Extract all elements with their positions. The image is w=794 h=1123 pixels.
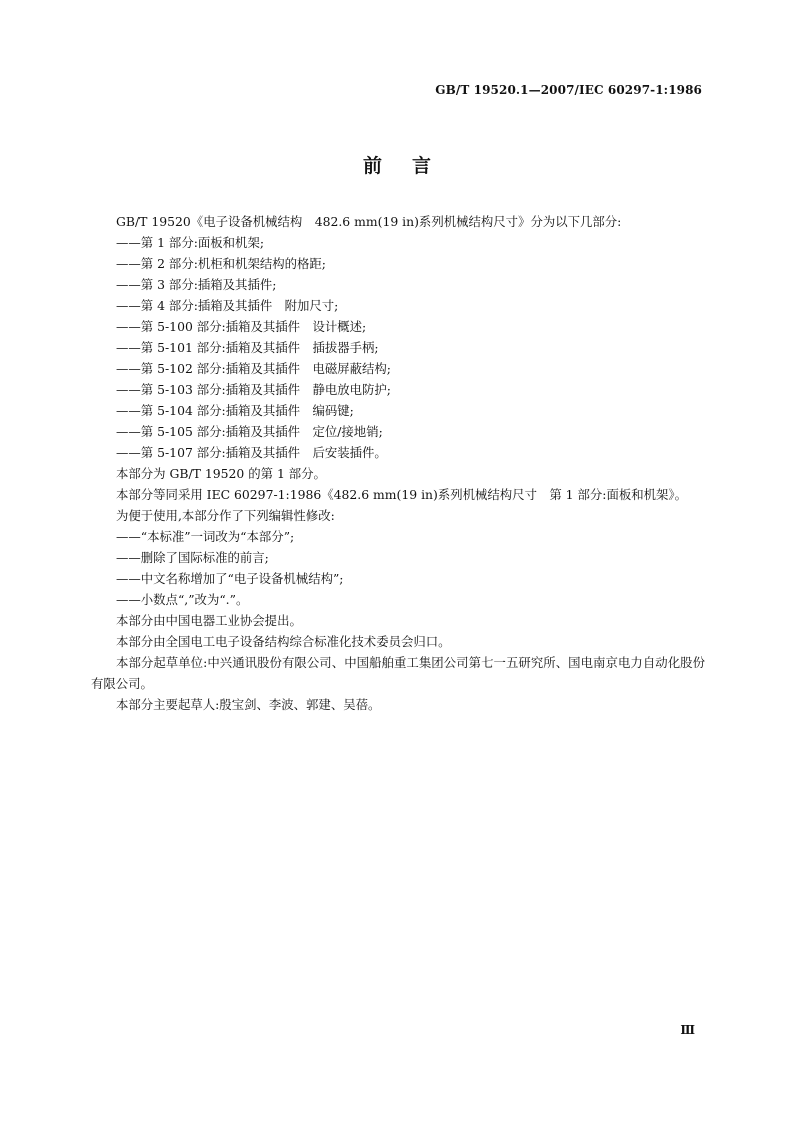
page-title: 前言 — [362, 155, 461, 177]
part-list-item: ——第 5-100 部分:插箱及其插件 设计概述; — [116, 319, 367, 334]
centralized-by: 本部分由全国电工电子设备结构综合标准化技术委员会归口。 — [116, 634, 451, 649]
proposed-by: 本部分由中国电器工业协会提出。 — [116, 613, 302, 628]
change-list-item: ——“本标准”一词改为“本部分”; — [116, 529, 295, 544]
change-list-item: ——删除了国际标准的前言; — [116, 550, 269, 565]
change-list-item: ——中文名称增加了“电子设备机械结构”; — [116, 571, 344, 586]
adoption-paragraph: 本部分等同采用 IEC 60297-1:1986《482.6 mm(19 in)系列机械结构尺寸 第 1 部分:面板和机架》。 — [116, 487, 687, 502]
foreword-body — [91, 211, 705, 715]
changes-intro: 为便于使用,本部分作了下列编辑性修改: — [116, 508, 335, 523]
drafters: 本部分主要起草人:殷宝剑、李波、郭建、吴蓓。 — [116, 697, 381, 712]
part-list-item: ——第 5-101 部分:插箱及其插件 插拔器手柄; — [116, 340, 379, 355]
part-list-item: ——第 4 部分:插箱及其插件 附加尺寸; — [116, 298, 339, 313]
part-list-item: ——第 5-104 部分:插箱及其插件 编码键; — [116, 403, 354, 418]
part-list-item: ——第 3 部分:插箱及其插件; — [116, 277, 277, 292]
part-statement: 本部分为 GB/T 19520 的第 1 部分。 — [116, 466, 326, 481]
standard-code-header: GB/T 19520.1—2007/IEC 60297-1:1986 — [435, 83, 702, 97]
part-list-item: ——第 5-102 部分:插箱及其插件 电磁屏蔽结构; — [116, 361, 391, 376]
drafting-units: 本部分起草单位:中兴通讯股份有限公司、中国船舶重工集团公司第七一五研究所、国电南京电力自动化股份有限公司。 — [91, 655, 705, 691]
intro-paragraph: GB/T 19520《电子设备机械结构 482.6 mm(19 in)系列机械结构尺寸》分为以下几部分: — [116, 214, 622, 229]
part-list-item: ——第 1 部分:面板和机架; — [116, 235, 265, 250]
change-list-item: ——小数点“,”改为“.”。 — [116, 592, 249, 607]
part-list-item: ——第 5-103 部分:插箱及其插件 静电放电防护; — [116, 382, 391, 397]
part-list-item: ——第 5-105 部分:插箱及其插件 定位/接地销; — [116, 424, 383, 439]
part-list-item: ——第 5-107 部分:插箱及其插件 后安装插件。 — [116, 445, 387, 460]
page-number: Ⅲ — [680, 1023, 695, 1037]
part-list-item: ——第 2 部分:机柜和机架结构的格距; — [116, 256, 326, 271]
